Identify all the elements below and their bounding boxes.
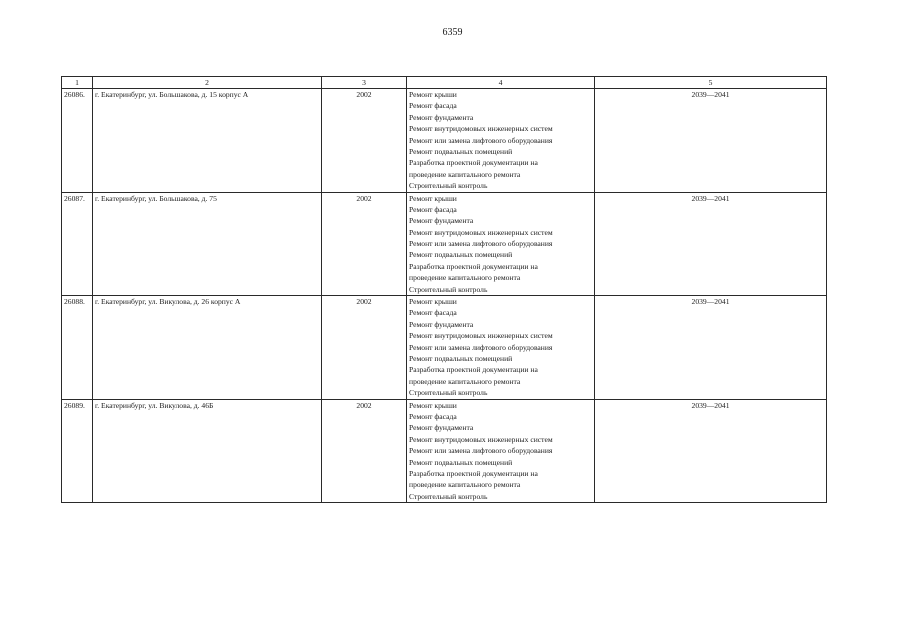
work-item: Ремонт подвальных помещений [409,146,513,156]
work-item: Ремонт фасада [409,204,457,214]
row-address: г. Екатеринбург, ул. Викулова, д. 46Б [93,399,322,503]
row-period: 2039—2041 [595,89,827,193]
work-item: Ремонт или замена лифтового оборудования [409,239,553,249]
header-cell: 4 [407,77,595,89]
work-item: Ремонт внутридомовых инженерных систем [409,331,553,341]
work-item: проведение капитального ремонта [409,169,521,179]
work-item: Разработка проектной документации на [409,261,538,271]
row-year: 2002 [322,192,407,296]
table-row [62,399,827,503]
work-item: Ремонт подвальных помещений [409,457,513,467]
header-row [62,77,827,89]
work-item: Ремонт фундамента [409,319,474,329]
registry-table [61,76,827,503]
work-item: Ремонт внутридомовых инженерных систем [409,434,553,444]
row-year: 2002 [322,399,407,503]
header-cell: 2 [93,77,322,89]
work-item: Ремонт подвальных помещений [409,353,513,363]
table-row [62,192,827,296]
row-number: 26089. [62,399,93,503]
row-works [407,89,595,193]
row-year: 2002 [322,296,407,400]
work-item: Ремонт внутридомовых инженерных систем [409,124,553,134]
work-item: проведение капитального ремонта [409,480,521,490]
work-item: проведение капитального ремонта [409,376,521,386]
row-address: г. Екатеринбург, ул. Викулова, д. 26 корпус А [93,296,322,400]
work-item: Ремонт фундамента [409,423,474,433]
work-item: Ремонт фасада [409,101,457,111]
row-address: г. Екатеринбург, ул. Большакова, д. 75 [93,192,322,296]
work-item: Строительный контроль [409,181,488,191]
work-item: Ремонт фасада [409,411,457,421]
work-item: Ремонт или замена лифтового оборудования [409,446,553,456]
work-item: Разработка проектной документации на [409,365,538,375]
row-period: 2039—2041 [595,192,827,296]
table-row [62,296,827,400]
work-item: Строительный контроль [409,284,488,294]
header-cell: 3 [322,77,407,89]
work-item: проведение капитального ремонта [409,273,521,283]
work-item: Ремонт фасада [409,308,457,318]
work-item: Ремонт крыши [409,193,457,203]
work-item: Строительный контроль [409,491,488,501]
header-cell: 1 [62,77,93,89]
row-number: 26086. [62,89,93,193]
row-number: 26087. [62,192,93,296]
table-row [62,89,827,193]
work-item: Ремонт подвальных помещений [409,250,513,260]
work-item: Строительный контроль [409,388,488,398]
row-year: 2002 [322,89,407,193]
header-cell: 5 [595,77,827,89]
page-number: 6359 [442,27,463,38]
work-item: Ремонт внутридомовых инженерных систем [409,227,553,237]
work-item: Ремонт крыши [409,400,457,410]
row-period: 2039—2041 [595,296,827,400]
work-item: Ремонт крыши [409,297,457,307]
work-item: Ремонт или замена лифтового оборудования [409,342,553,352]
work-item: Ремонт или замена лифтового оборудования [409,135,553,145]
work-item: Ремонт фундамента [409,216,474,226]
row-number: 26088. [62,296,93,400]
work-item: Ремонт крыши [409,90,457,99]
row-period: 2039—2041 [595,399,827,503]
row-works [407,192,595,296]
row-address: г. Екатеринбург, ул. Большакова, д. 15 корпус А [93,89,322,193]
work-item: Разработка проектной документации на [409,468,538,478]
work-item: Ремонт фундамента [409,112,474,122]
work-item: Разработка проектной документации на [409,158,538,168]
row-works [407,296,595,400]
row-works [407,399,595,503]
